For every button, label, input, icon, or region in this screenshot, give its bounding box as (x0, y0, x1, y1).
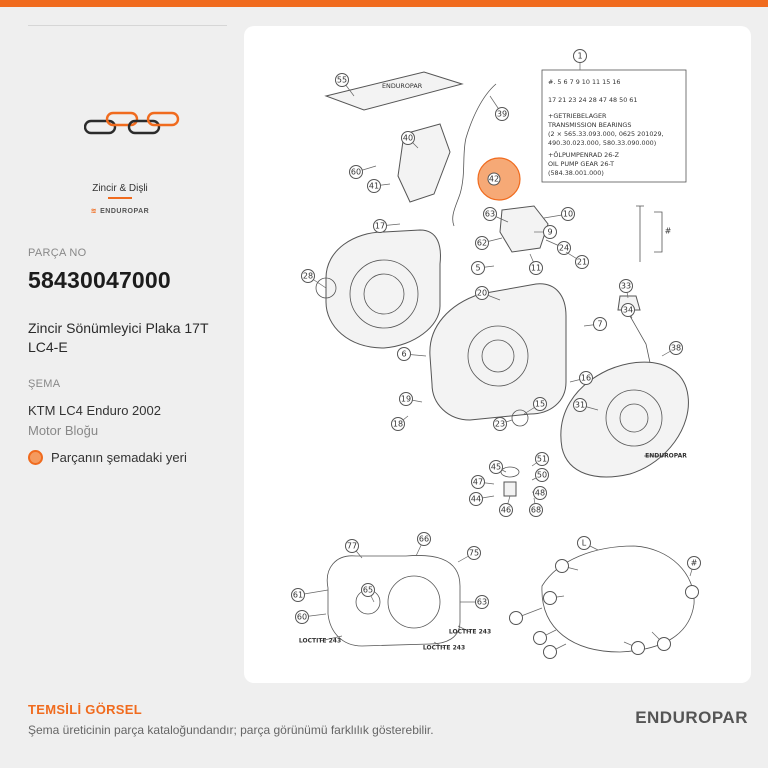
callout-number: 60 (296, 612, 308, 622)
callout-bubble (686, 586, 699, 599)
dipstick (636, 206, 644, 262)
callout-6[interactable] (398, 348, 427, 361)
callout-68[interactable] (530, 498, 543, 517)
callout-[interactable] (544, 592, 565, 605)
callout-number: LOCTITE 243 (448, 628, 492, 636)
spec-note: TRANSMISSION BEARINGS (548, 121, 632, 129)
callout-48[interactable] (532, 487, 547, 500)
callout-number: 63 (476, 597, 488, 607)
spec-note: +GETRIEBELAGER (548, 112, 607, 120)
part-number: 58430047000 (28, 267, 171, 293)
highlight-legend (28, 450, 187, 465)
callout-number: 33 (620, 281, 632, 291)
callout-number: 34 (622, 305, 634, 315)
callout-38[interactable] (662, 342, 683, 357)
callout-number: 60 (350, 167, 362, 177)
callout-21[interactable] (566, 252, 589, 269)
left-crankcase (326, 230, 440, 348)
sidebar-divider (28, 25, 227, 26)
callout-#[interactable] (688, 557, 701, 577)
callout-number: 10 (562, 209, 574, 219)
callout-bubble (658, 638, 671, 651)
spec-note: (584.38.001.000) (548, 169, 604, 177)
callout-1[interactable] (574, 50, 587, 71)
schema-label: ŞEMA (28, 378, 61, 390)
callout-loctite-243[interactable] (299, 636, 342, 645)
part-info-sidebar (0, 7, 240, 687)
callout-17[interactable] (374, 220, 401, 233)
oil-pump (500, 206, 548, 252)
callout-number: L (581, 538, 587, 548)
callout-[interactable] (556, 560, 579, 573)
callout-number: 24 (558, 243, 570, 253)
brand-sub-text: ENDUROPAR (100, 208, 150, 215)
callout-63[interactable] (460, 596, 489, 609)
callout-bubble (510, 612, 523, 625)
highlighted-callout[interactable] (478, 158, 520, 200)
callout-39[interactable] (490, 96, 509, 121)
callout-number: 48 (534, 488, 546, 498)
callout-66[interactable] (416, 533, 431, 557)
spec-table (542, 70, 686, 182)
brand-underline (108, 197, 132, 199)
callout-number: 40 (402, 133, 414, 143)
callout-23[interactable] (494, 418, 513, 431)
callout-45[interactable] (490, 461, 507, 474)
callout-number: 19 (400, 394, 412, 404)
callout-number: 75 (468, 548, 480, 558)
spec-note: +ÖLPUMPENRAD 26-Z (548, 151, 619, 159)
callout-number: 61 (292, 590, 304, 600)
callout-number: 6 (401, 349, 407, 359)
callout-65[interactable] (362, 584, 375, 603)
callout-number: 16 (580, 373, 592, 383)
callout-bubble (534, 632, 547, 645)
callout-loctite-243[interactable] (423, 642, 465, 652)
callout-[interactable] (686, 586, 699, 599)
brand-title: Zincir & Dişli (92, 183, 148, 194)
top-accent-bar (0, 0, 768, 7)
callout-11[interactable] (530, 254, 543, 275)
callout-number: LOCTITE 243 (422, 644, 466, 652)
callout-44[interactable] (470, 493, 495, 506)
chain-logo-icon (84, 107, 180, 147)
callout-18[interactable] (392, 416, 409, 431)
callout-[interactable] (544, 644, 567, 659)
callout-number: 45 (490, 462, 502, 472)
callout-number: 38 (670, 343, 682, 353)
right-crankcase (430, 284, 566, 420)
highlight-number: 42 (488, 174, 500, 184)
callout-enduropar[interactable] (644, 453, 687, 460)
callout-bubble (632, 642, 645, 655)
footer-title: TEMSİLİ GÖRSEL (28, 702, 142, 717)
callout-number: 20 (476, 288, 488, 298)
callout-[interactable] (534, 630, 557, 645)
spec-note: (2 × 565.33.093.000, 0625 201029, (548, 130, 664, 138)
callout-number: 15 (534, 399, 546, 409)
spec-note: 490.30.023.000, 580.33.090.000) (548, 139, 657, 147)
exploded-diagram-card (244, 26, 751, 683)
part-name: Zincir Sönümleyici Plaka 17T LC4-E (28, 320, 209, 355)
spec-table-row: 17 21 23 24 28 47 48 50 61 (548, 96, 638, 104)
callout-33[interactable] (620, 280, 633, 299)
callout-l[interactable] (578, 537, 599, 551)
callout-bubble (544, 592, 557, 605)
legend-text: Parçanın şemadaki yeri (51, 450, 187, 465)
callout-bubble (544, 646, 557, 659)
callout-62[interactable] (476, 237, 503, 250)
callout-number: 7 (597, 319, 603, 329)
callout-41[interactable] (368, 180, 391, 193)
callout-number: 39 (496, 109, 508, 119)
breather-hose (453, 84, 496, 226)
callout-number: 55 (336, 75, 348, 85)
callout-number: 21 (576, 257, 588, 267)
callout-75[interactable] (458, 547, 481, 563)
callout-60[interactable] (296, 611, 327, 624)
callout-16[interactable] (570, 372, 593, 385)
callout-61[interactable] (292, 589, 329, 602)
brand-subtitle (0, 207, 240, 215)
callout-46[interactable] (500, 496, 513, 517)
booklet-text: ENDUROPAR (382, 82, 423, 90)
callout-number: 65 (362, 585, 374, 595)
callout-10[interactable] (544, 208, 575, 221)
callout-51[interactable] (532, 453, 549, 467)
callout-number: 44 (470, 494, 482, 504)
assembly-group: Motor Bloğu (28, 423, 99, 438)
callout-5[interactable] (472, 262, 495, 275)
callout-number: 9 (547, 227, 553, 237)
callout-number: LOCTITE 243 (298, 637, 342, 645)
callout-[interactable] (510, 608, 543, 625)
spec-note: OIL PUMP GEAR 26-T (548, 160, 615, 168)
callout-number: 62 (476, 238, 488, 248)
part-no-label: PARÇA NO (28, 247, 87, 259)
callout-number: 50 (536, 470, 548, 480)
callout-bubble (556, 560, 569, 573)
callout-number: 41 (368, 181, 380, 191)
callout-number: 63 (484, 209, 496, 219)
callout-number: 5 (475, 263, 481, 273)
callout-number: 68 (530, 505, 542, 515)
callout-number: # (690, 558, 698, 568)
callout-number: 46 (500, 505, 512, 515)
callout-[interactable] (652, 632, 671, 651)
callout-number: 17 (374, 221, 386, 231)
callout-77[interactable] (346, 540, 363, 559)
callout-34[interactable] (622, 304, 635, 319)
callout-47[interactable] (472, 476, 495, 489)
callout-number: 51 (536, 454, 548, 464)
callout-number: 66 (418, 534, 430, 544)
callout-60[interactable] (350, 166, 377, 179)
callout-number: 47 (472, 477, 484, 487)
callout-number: 1 (577, 51, 583, 61)
highlight-dot-icon (28, 450, 43, 465)
callout-number: 31 (574, 400, 586, 410)
footer-brand: ENDUROPAR (635, 708, 748, 727)
callout-loctite-243[interactable] (449, 626, 491, 636)
callout-number: 28 (302, 271, 314, 281)
dimension-label-l: # (664, 226, 672, 236)
spec-table-header: #. 5 6 7 9 10 11 15 16 (548, 78, 621, 86)
footer-note: Şema üreticinin parça kataloğundandır; parça görünümü farklılık gösterebilir. (28, 723, 434, 737)
callout-number: 77 (346, 541, 358, 551)
callout-number: ENDUROPAR (645, 452, 687, 460)
callout-19[interactable] (400, 393, 423, 406)
callout-number: 23 (494, 419, 506, 429)
callout-number: 18 (392, 419, 404, 429)
callout-number: 11 (530, 263, 542, 273)
brand-mark-icon: ≋ (90, 208, 98, 215)
callout-7[interactable] (584, 318, 607, 331)
engine-case-diagram (244, 26, 751, 683)
callout-50[interactable] (532, 469, 549, 482)
callout-[interactable] (624, 642, 645, 655)
vehicle-model: KTM LC4 Enduro 2002 (28, 403, 161, 418)
